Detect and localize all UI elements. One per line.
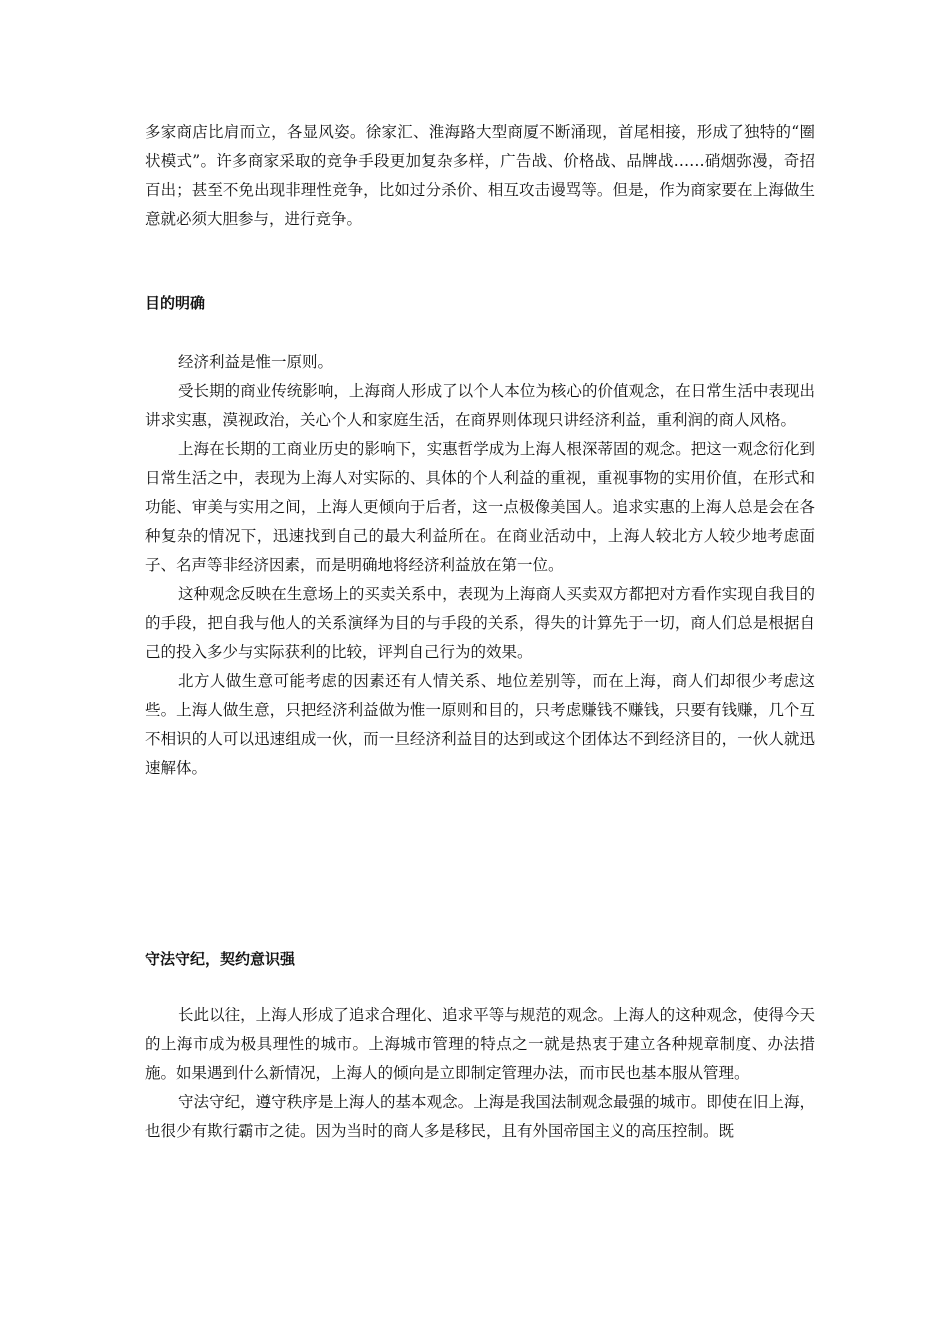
section-law-body (145, 1001, 815, 1146)
body-paragraph: 守法守纪，遵守秩序是上海人的基本观念。上海是我国法制观念最强的城市。即使在旧上海，也很少有欺行霸市之徒。因为当时的商人多是移民，且有外国帝国主义的高压控制。既 (145, 1093, 815, 1140)
body-paragraph: 上海在长期的工商业历史的影响下，实惠哲学成为上海人根深蒂固的观念。把这一观念衍化到日常生活之中，表现为上海人对实际的、具体的个人利益的重视，重视事物的实用价值，在形式和功能、审美与实用之间，上海人更倾向于后者，这一点极像美国人。追求实惠的上海人总是会在各种复杂的情况下，迅速找到自己的最大利益所在。在商业活动中，上海人较北方人较少地考虑面子、名声等非经济因素，而是明确地将经济利益放在第一位。 (145, 440, 815, 574)
intro-section (145, 118, 815, 234)
section-purpose-body (145, 348, 815, 783)
section-heading-law: 守法守纪，契约意识强 (145, 950, 296, 968)
body-paragraph: 北方人做生意可能考虑的因素还有人情关系、地位差别等，而在上海，商人们却很少考虑这些。上海人做生意，只把经济利益做为惟一原则和目的，只考虑赚钱不赚钱，只要有钱赚，几个互不相识的人可以迅速组成一伙，而一旦经济利益目的达到或这个团体达不到经济目的，一伙人就迅速解体。 (145, 672, 815, 777)
body-paragraph: 这种观念反映在生意场上的买卖关系中，表现为上海商人买卖双方都把对方看作实现自我目的的手段，把自我与他人的关系演绎为目的与手段的关系，得失的计算先于一切，商人们总是根据自己的投入多少与实际获利的比较，评判自己行为的效果。 (145, 585, 815, 661)
section-heading-purpose: 目的明确 (145, 294, 206, 312)
body-paragraph: 长此以往，上海人形成了追求合理化、追求平等与规范的观念。上海人的这种观念，使得今天的上海市成为极具理性的城市。上海城市管理的特点之一就是热衷于建立各种规章制度、办法措施。如果遇到什么新情况，上海人的倾向是立即制定管理办法，而市民也基本服从管理。 (145, 1006, 815, 1082)
intro-paragraph: 多家商店比肩而立，各显风姿。徐家汇、淮海路大型商厦不断涌现，首尾相接，形成了独特的“圈状模式”。许多商家采取的竞争手段更加复杂多样，广告战、价格战、品牌战……硝烟弥漫，奇招百出；甚至不免出现非理性竞争，比如过分杀价、相互攻击谩骂等。但是，作为商家要在上海做生意就必须大胆参与，进行竞争。 (145, 123, 815, 228)
body-paragraph: 受长期的商业传统影响，上海商人形成了以个人本位为核心的价值观念，在日常生活中表现出讲求实惠，漠视政治，关心个人和家庭生活，在商界则体现只讲经济利益，重利润的商人风格。 (145, 382, 815, 429)
body-paragraph: 经济利益是惟一原则。 (178, 353, 334, 371)
